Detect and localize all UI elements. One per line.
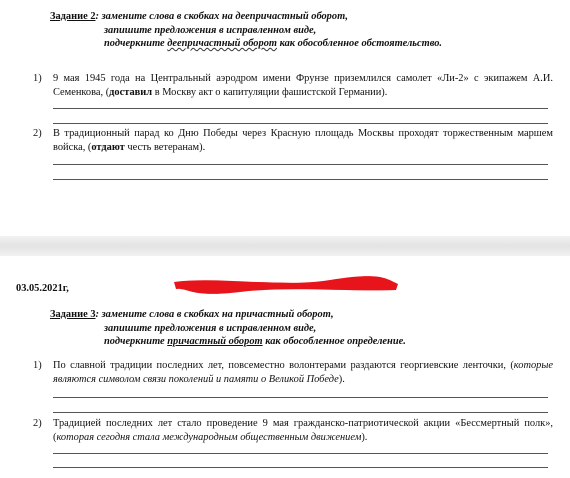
date-line: 03.05.2021г,	[16, 283, 69, 294]
task2-marked-term: деепричастный оборот	[167, 38, 277, 49]
task2-header-line2: запишите предложения в исправленном виде,	[104, 24, 317, 36]
task2-item-2: 2) В традиционный парад ко Дню Победы через Красную площадь Москвы проходят торжественным маршем войска, (отдают честь ветеранам).	[33, 128, 553, 153]
task2-header-line3: подчеркните деепричастный оборот как обособленное обстоятельство.	[104, 38, 443, 49]
task3-header	[50, 308, 406, 349]
page-break	[0, 236, 570, 256]
task3-header-line1: Задание 3: замените слова в скобках на причастный оборот,	[50, 309, 334, 320]
task3-item-1: 1) По славной традиции последних лет, повсеместно волонтерами раздаются георгиевские ленточки, (которые являются символом связи поколений и памяти о Великой Победе).	[33, 360, 553, 385]
answer-line[interactable]	[53, 108, 548, 109]
task2-header	[50, 10, 442, 51]
answer-line[interactable]	[53, 164, 548, 165]
task3-header-line2: запишите предложения в исправленном виде,	[104, 322, 317, 334]
answer-line[interactable]	[53, 179, 548, 180]
worksheet-page-top	[0, 0, 570, 236]
task3-marked-term: причастный оборот	[167, 336, 263, 347]
task2-label: Задание 2	[50, 11, 96, 22]
task2-header-line1: Задание 2: замените слова в скобках на деепричастный оборот,	[50, 11, 349, 22]
task3-label: Задание 3	[50, 309, 96, 320]
task3-header-line3: подчеркните причастный оборот как обособленное определение.	[104, 336, 406, 347]
answer-line[interactable]	[53, 453, 548, 454]
answer-line[interactable]	[53, 467, 548, 468]
answer-line[interactable]	[53, 123, 548, 124]
task2-item-1: 1) 9 мая 1945 года на Центральный аэродром имени Фрунзе приземлился самолет «Ли-2» с экипажем А.И. Семенкова, (доставил в Москву акт о капитуляции фашистской Германии).	[33, 73, 553, 98]
task3-item-2: 2) Традицией последних лет стало проведение 9 мая гражданско-патриотической акции «Бессмертный полк», (которая сегодня стала международным общественным движением).	[33, 418, 553, 443]
redaction-scribble	[170, 272, 402, 296]
answer-line[interactable]	[53, 412, 548, 413]
answer-line[interactable]	[53, 397, 548, 398]
worksheet-page-bottom	[0, 256, 570, 478]
